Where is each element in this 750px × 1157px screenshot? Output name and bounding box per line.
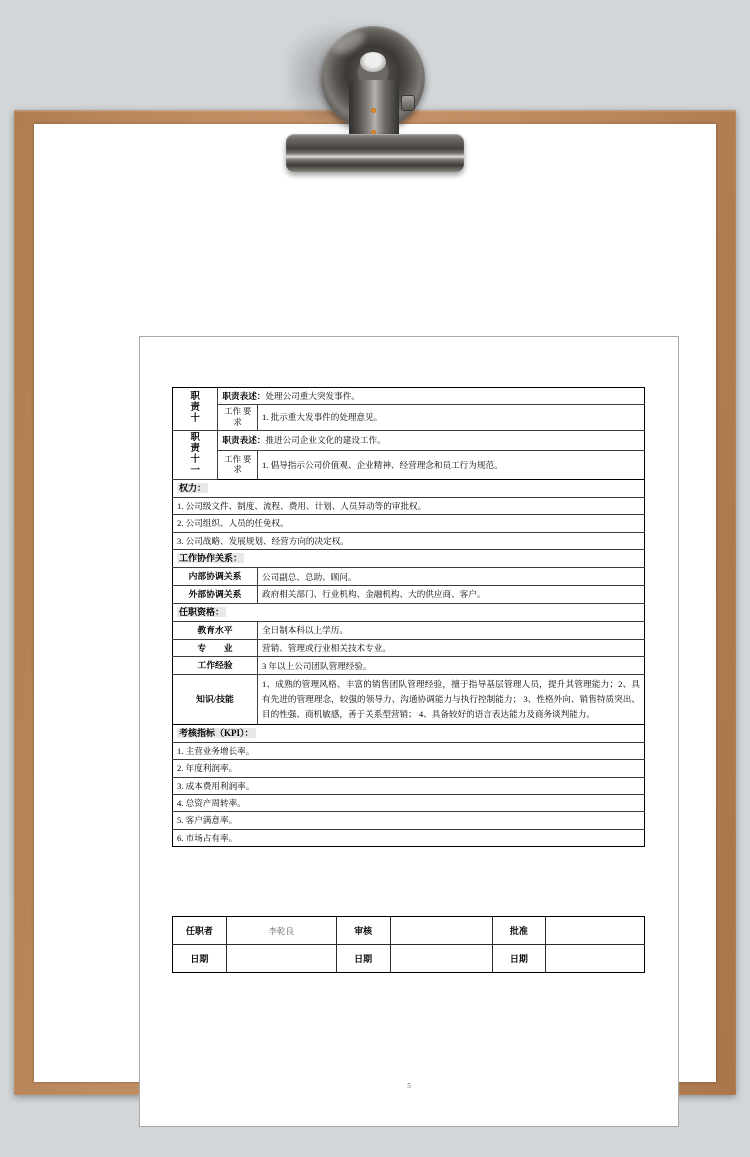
page-number: 5	[407, 1082, 411, 1090]
internal-coordination-value: 公司副总、总助、顾问。	[258, 568, 645, 586]
authority-item-3-cell	[173, 532, 645, 549]
date-label-1: 日期	[173, 945, 227, 973]
duty-10-requirement-text-cell	[258, 405, 645, 430]
duty-11-char-1: 职	[190, 432, 200, 443]
duty-11-req-label-line2: 要求	[233, 454, 252, 474]
duty-11-char-3: 十	[190, 454, 200, 465]
authority-heading-cell	[173, 479, 645, 497]
knowledge-skill-value: 1、成熟的管理风格、丰富的销售团队管理经验，擅于指导基层管理人员，提升其管理能力；2、具有先进的管理理念，较强的领导力、沟通协调能力与执行控制能力； 3、性格外向、销售特质突出、目的性强、商机敏感，善于关系型营销； 4、具备较好的语言表达能力及商务谈判能力。	[258, 675, 645, 724]
table-row	[173, 657, 645, 675]
qualification-heading: 任职资格：	[179, 606, 225, 617]
authority-item-1-cell	[173, 498, 645, 515]
kpi-item-4-cell: 4. 总资产周转率。	[173, 794, 645, 811]
table-row	[173, 550, 645, 568]
duty-10-statement-label: 职责表述：	[222, 391, 266, 401]
duty-10-char-3: 十	[190, 414, 200, 425]
kpi-heading: 考核指标（KPI）：	[179, 727, 254, 738]
table-row	[173, 724, 645, 742]
kpi-heading-cell	[173, 724, 645, 742]
table-row	[173, 639, 645, 657]
table-row	[173, 450, 645, 479]
kpi-item-2-cell: 2. 年度利润率。	[173, 760, 645, 777]
table-row	[173, 945, 645, 973]
table-row	[173, 405, 645, 430]
table-row	[173, 479, 645, 497]
duty-11-label	[173, 430, 218, 479]
duty-11-char-2: 责	[190, 443, 200, 454]
table-row	[173, 515, 645, 532]
incumbent-value: 李乾良	[226, 917, 336, 945]
authority-item-2: 2. 公司组织、人员的任免权。	[177, 518, 289, 529]
internal-coordination-label: 内部协调关系	[173, 568, 258, 586]
duty-11-requirement-label	[218, 450, 258, 479]
external-coordination-value: 政府相关部门、行业机构、金融机构、大的供应商、客户。	[258, 586, 645, 604]
cooperation-heading: 工作协作关系：	[179, 553, 243, 564]
table-row	[173, 794, 645, 811]
kpi-item-1-cell: 1. 主营业务增长率。	[173, 742, 645, 759]
job-description-table	[172, 387, 645, 847]
authority-heading: 权力：	[179, 482, 207, 493]
duty-10-requirement-label	[218, 405, 258, 430]
table-row	[173, 430, 645, 450]
table-row	[173, 498, 645, 515]
clipboard-board	[14, 110, 736, 1095]
major-value: 营销、管理或行业相关技术专业。	[258, 639, 645, 657]
education-label: 教育水平	[173, 621, 258, 639]
duty-10-label	[173, 388, 218, 431]
date-value-1	[226, 945, 336, 973]
duty-10-req-label-line2: 要求	[233, 407, 252, 427]
duty-11-char-4: 一	[190, 465, 200, 476]
table-row	[173, 777, 645, 794]
table-row	[173, 388, 645, 405]
kpi-item-6-cell: 6. 市场占有率。	[173, 829, 645, 846]
table-row	[173, 829, 645, 846]
duty-10-req-label-line1: 工作	[224, 407, 241, 417]
page-border-frame	[139, 336, 679, 1127]
incumbent-label: 任职者	[173, 917, 227, 945]
duty-11-requirement-text-cell	[258, 450, 645, 479]
cooperation-heading-cell	[173, 550, 645, 568]
table-row	[173, 532, 645, 549]
review-value	[390, 917, 492, 945]
authority-item-3: 3. 公司战略、发展规划、经营方向的决定权。	[177, 535, 349, 546]
duty-10-char-2: 责	[190, 403, 200, 414]
duty-11-statement-cell	[218, 430, 645, 450]
duty-11-req-label-line1: 工作	[224, 454, 241, 464]
review-label: 审核	[336, 917, 390, 945]
date-label-2: 日期	[336, 945, 390, 973]
table-row	[173, 675, 645, 724]
duty-11-statement-label: 职责表述：	[222, 434, 266, 445]
external-coordination-label: 外部协调关系	[173, 586, 258, 604]
approve-label: 批准	[492, 917, 546, 945]
education-value: 全日制本科以上学历。	[258, 621, 645, 639]
duty-10-char-1: 职	[190, 392, 200, 403]
table-row	[173, 742, 645, 759]
table-row	[173, 812, 645, 829]
experience-label: 工作经验	[173, 657, 258, 675]
major-label: 专 业	[173, 639, 258, 657]
duty-11-statement-text: 推进公司企业文化的建设工作。	[265, 434, 386, 445]
experience-value: 3 年以上公司团队管理经验。	[258, 657, 645, 675]
table-row	[173, 917, 645, 945]
knowledge-skill-label: 知识/技能	[173, 675, 258, 724]
signature-table	[172, 916, 645, 973]
table-row	[173, 586, 645, 604]
table-row	[173, 760, 645, 777]
qualification-heading-cell	[173, 603, 645, 621]
date-label-3: 日期	[492, 945, 546, 973]
table-row	[173, 603, 645, 621]
kpi-item-5-cell: 5. 客户满意率。	[173, 812, 645, 829]
table-row	[173, 621, 645, 639]
date-value-3	[546, 945, 645, 973]
duty-10-statement-text: 处理公司重大突发事件。	[265, 391, 360, 401]
duty-11-requirement-text: 1. 倡导指示公司价值观、企业精神、经营理念和员工行为规范。	[262, 459, 503, 470]
paper-sheet	[34, 124, 716, 1090]
table-row	[173, 568, 645, 586]
duty-10-requirement-text: 1. 批示重大发事件的处理意见。	[262, 412, 383, 423]
clip-pin-icon	[401, 95, 415, 111]
date-value-2	[390, 945, 492, 973]
duty-10-statement-cell	[218, 388, 645, 405]
authority-item-1: 1. 公司级文件、制度、流程、费用、计划、人员异动等的审批权。	[177, 501, 427, 512]
authority-item-2-cell	[173, 515, 645, 532]
approve-value	[546, 917, 645, 945]
kpi-item-3-cell: 3. 成本费用利润率。	[173, 777, 645, 794]
